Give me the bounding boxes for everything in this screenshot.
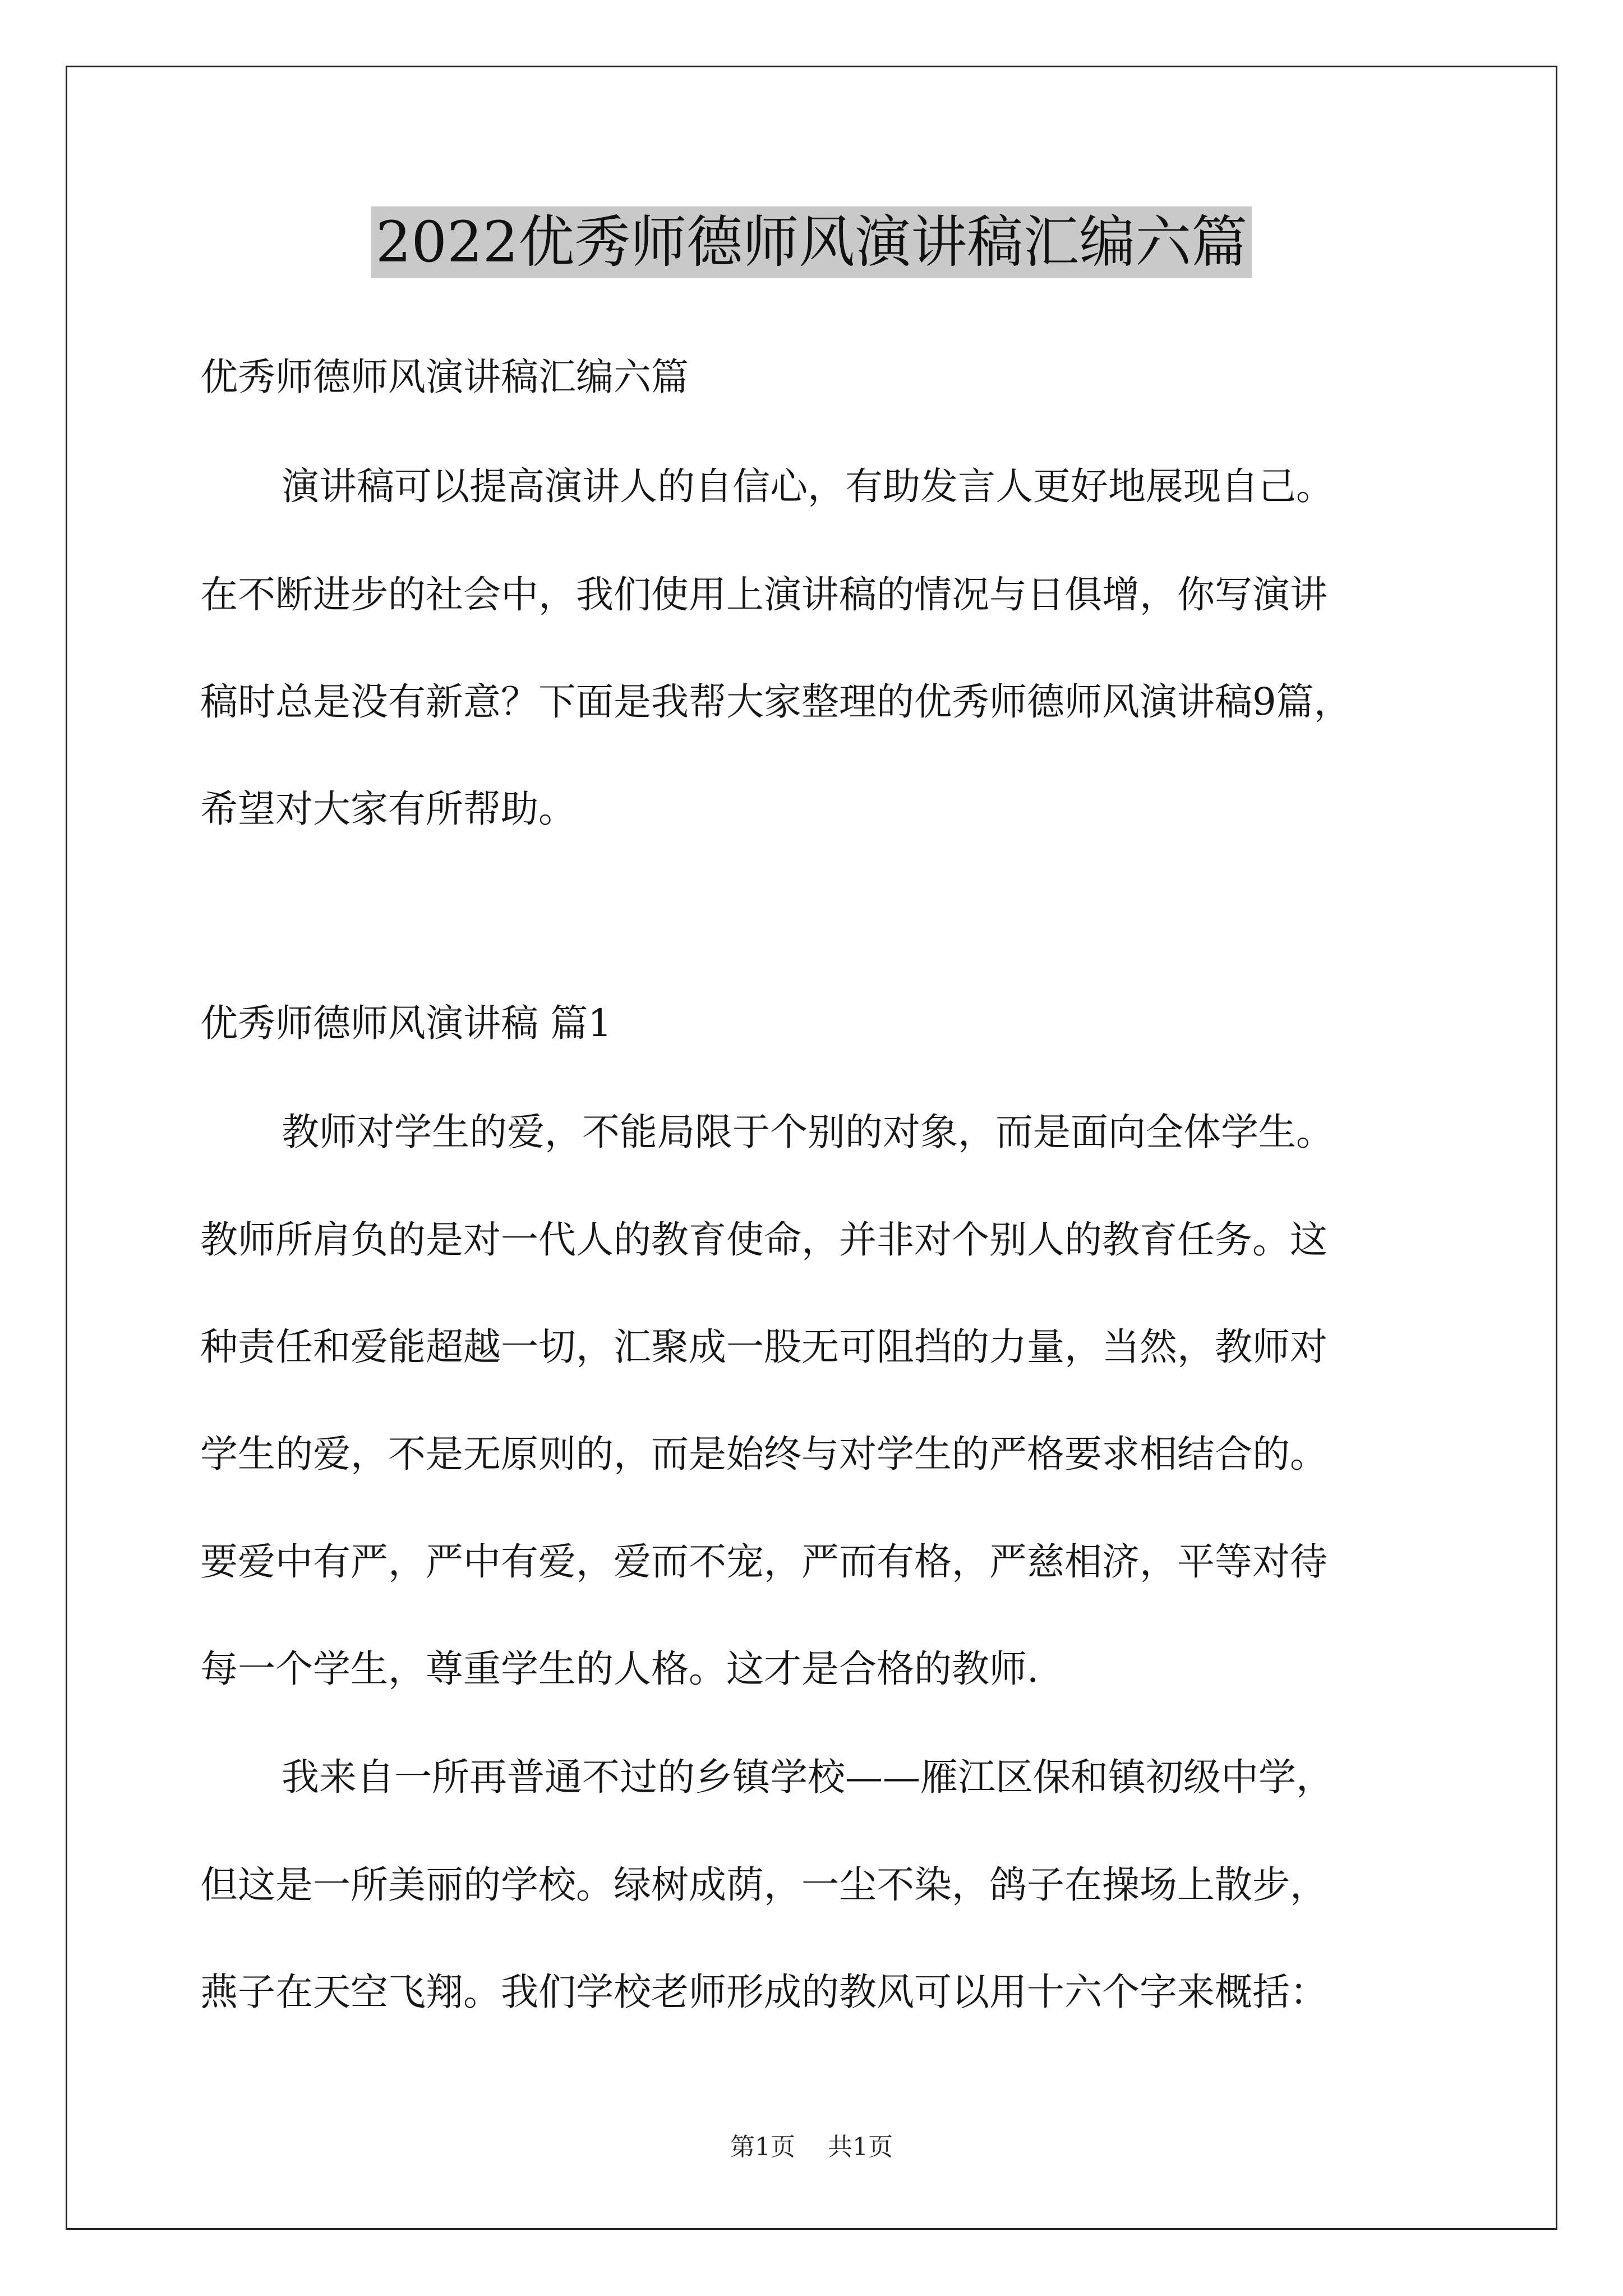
intro-line: 演讲稿可以提高演讲人的自信心，有助发言人更好地展现自己。 [282, 464, 1334, 508]
document-title: 2022优秀师德师风演讲稿汇编六篇 [371, 206, 1252, 278]
page-number-current: 第1页 [730, 2133, 795, 2161]
paragraph-line: 要爱中有严，严中有爱，爱而不宠，严而有格，严慈相济，平等对待 [200, 1540, 1327, 1584]
document-subtitle: 优秀师德师风演讲稿汇编六篇 [200, 355, 689, 399]
paragraph-line: 每一个学生，尊重学生的人格。这才是合格的教师. [200, 1647, 1039, 1691]
title-container [0, 206, 1623, 278]
paragraph-line: 种责任和爱能超越一切，汇聚成一股无可阻挡的力量，当然，教师对 [200, 1325, 1327, 1369]
intro-line: 在不断进步的社会中，我们使用上演讲稿的情况与日俱增，你写演讲 [200, 573, 1327, 616]
paragraph-line: 燕子在天空飞翔。我们学校老师形成的教风可以用十六个字来概括： [200, 1970, 1327, 2014]
paragraph-line: 学生的爱，不是无原则的，而是始终与对学生的严格要求相结合的。 [200, 1432, 1327, 1476]
paragraph-line: 但这是一所美丽的学校。绿树成荫，一尘不染，鸽子在操场上散步， [200, 1863, 1327, 1907]
paragraph-line: 教师对学生的爱，不能局限于个别的对象，而是面向全体学生。 [282, 1110, 1334, 1154]
section-heading: 优秀师德师风演讲稿 篇1 [200, 1001, 612, 1045]
intro-line: 稿时总是没有新意？下面是我帮大家整理的优秀师德师风演讲稿9篇， [200, 680, 1352, 724]
page-footer [0, 2131, 1623, 2164]
paragraph-line: 我来自一所再普通不过的乡镇学校——雁江区保和镇初级中学， [282, 1755, 1334, 1799]
intro-line: 希望对大家有所帮助。 [200, 787, 576, 831]
paragraph-line: 教师所肩负的是对一代人的教育使命，并非对个别人的教育任务。这 [200, 1218, 1327, 1262]
page-number-total: 共1页 [828, 2133, 893, 2161]
